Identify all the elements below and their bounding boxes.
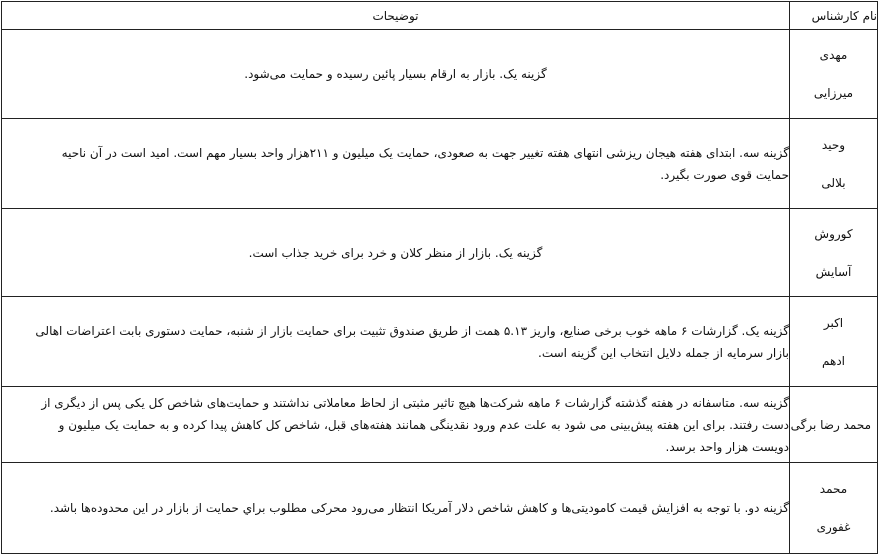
expert-last-name: ادهم — [822, 353, 845, 368]
description-text: گزینه یک. بازار به ارقام بسیار پائین رسیده و حمایت می‌شود. — [244, 67, 547, 81]
expert-name-cell — [790, 297, 878, 387]
expert-description-cell — [2, 209, 790, 297]
expert-first-name: کوروش — [814, 226, 853, 241]
expert-name-cell — [790, 387, 878, 463]
table-body — [2, 30, 878, 554]
table-row — [2, 297, 878, 387]
table-row — [2, 119, 878, 209]
expert-first-name: مهدی — [819, 48, 848, 62]
expert-description-cell — [2, 119, 790, 209]
expert-full-name: محمد رضا برگی — [790, 417, 871, 432]
expert-name-cell — [790, 30, 878, 119]
description-text: گزینه سه. ابتدای هفته هیجان ریزشی انتهای هفته تغییر جهت به صعودی، حمایت یک میلیون و ۲۱۱هزار واحد بسیار مهم است. امید است در آن ناحیه — [61, 145, 789, 160]
table-row — [2, 30, 878, 119]
header-row — [2, 2, 878, 30]
expert-last-name: آسایش — [815, 264, 852, 279]
expert-description-cell — [2, 297, 790, 387]
expert-first-name: محمد — [819, 482, 848, 496]
expert-description-cell — [2, 387, 790, 463]
description-text: دویست هزار واحد برسد. — [665, 439, 789, 454]
table-row — [2, 463, 878, 554]
table-header — [2, 2, 878, 30]
description-text: بازار سرمایه از جمله دلایل انتخاب این گزینه است. — [538, 345, 789, 360]
expert-last-name: میرزایی — [813, 86, 854, 100]
description-text: گزینه سه. متاسفانه در هفته گذشته گزارشات ۶ ماهه شرکت‌ها هیچ تاثیر مثبتی از لحاظ معاملاتی نداشتند و حمایت‌های شاخص کل یکی پس از دیگری از — [41, 395, 789, 410]
expert-name-cell — [790, 119, 878, 209]
description-text: گزینه یک. گزارشات ۶ ماهه خوب برخی صنایع، واریز ۵.۱۳ همت از طریق صندوق تثبیت برای حمایت بازار از شنبه، حمایت دستوری بابت اعتراضات اهالی — [35, 323, 789, 338]
header-description: توضیحات — [2, 2, 790, 30]
table-row — [2, 387, 878, 463]
expert-description-cell — [2, 30, 790, 119]
expert-last-name: غفوری — [816, 520, 851, 534]
expert-last-name: بلالی — [821, 175, 846, 190]
description-text: حمایت قوی صورت بگیرد. — [660, 167, 789, 182]
expert-name-cell — [790, 209, 878, 297]
description-text: گزینه یک. بازار از منظر کلان و خرد برای خرید جذاب است. — [248, 245, 543, 260]
expert-first-name: وحید — [821, 137, 846, 152]
header-expert-name: نام کارشناس — [790, 2, 878, 30]
description-text: گزینه دو. با توجه به افزایش قیمت کامودیتی‌ها و کاهش شاخص دلار آمریکا انتظار می‌رود محرکی مطلوب براي حمایت از بازار در این محدوده‌ها باشد. — [49, 501, 789, 515]
expert-description-cell — [2, 463, 790, 554]
expert-name-cell — [790, 463, 878, 554]
experts-table — [1, 1, 878, 554]
table-row — [2, 209, 878, 297]
description-text: دست رفتند. برای این هفته پیش‌بینی می شود به علت عدم ورود نقدینگی همانند هفته‌های قبل، شاخص کل کاهش پیدا کرده و به حمایت یک میلیون و — [58, 417, 789, 432]
expert-first-name: اکبر — [823, 315, 844, 330]
